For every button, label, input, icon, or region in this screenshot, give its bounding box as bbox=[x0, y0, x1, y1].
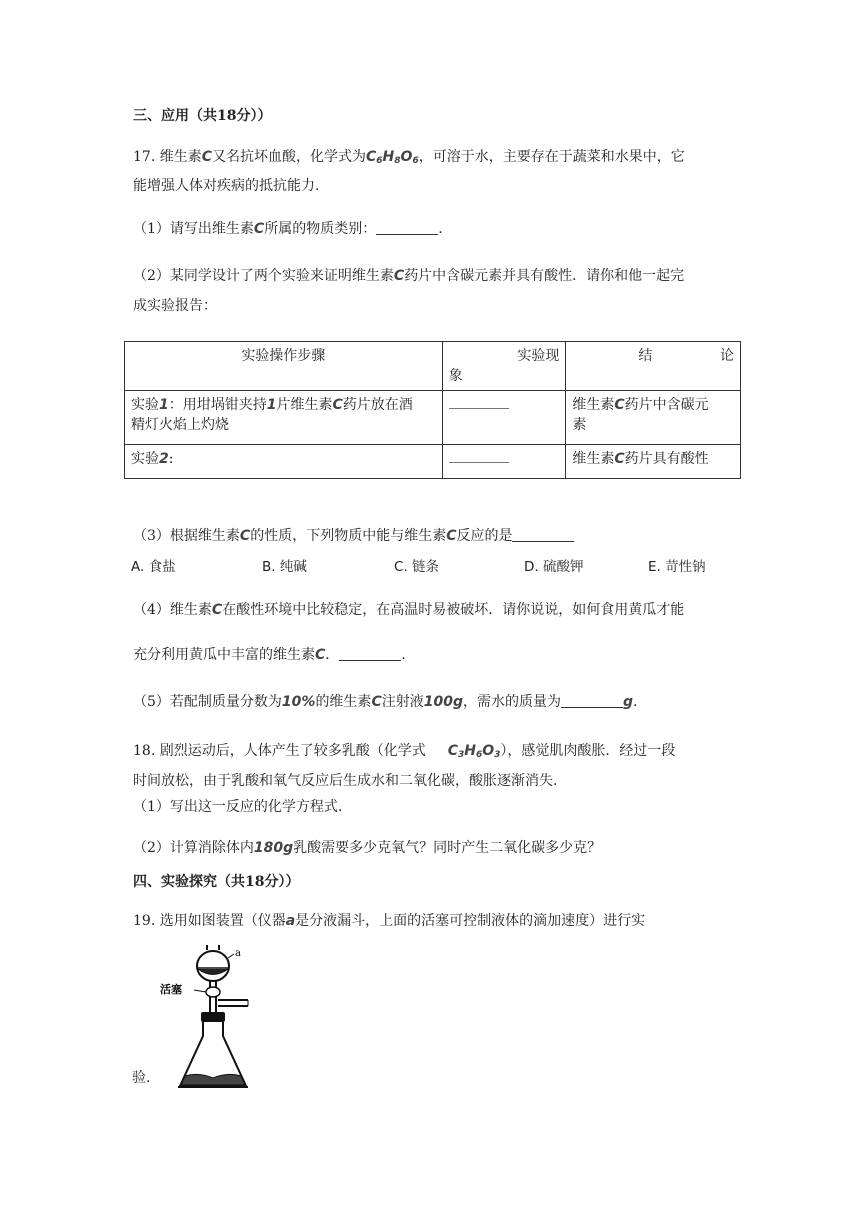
table-header-phenomenon: 实验现 象 bbox=[442, 342, 566, 391]
q17-part5: （5）若配制质量分数为10%的维生素C注射液100g，需水的质量为 g. bbox=[133, 694, 638, 710]
option-b[interactable]: B. 纯碱 bbox=[262, 559, 307, 575]
table-header-steps: 实验操作步骤 bbox=[125, 342, 443, 391]
option-e[interactable]: E. 苛性钠 bbox=[648, 559, 706, 575]
answer-blank[interactable] bbox=[339, 646, 401, 661]
answer-blank bbox=[449, 454, 509, 463]
answer-blank[interactable] bbox=[561, 693, 623, 708]
q17-part1: （1）请写出维生素C所属的物质类别： . bbox=[133, 221, 443, 237]
q18-line2: 时间放松，由于乳酸和氧气反应后生成水和二氧化碳，酸胀逐渐消失. bbox=[133, 773, 558, 789]
option-a[interactable]: A. 食盐 bbox=[131, 559, 176, 575]
formula-lactic-acid: $C_3H_6O_3$ bbox=[447, 743, 501, 760]
answer-blank[interactable] bbox=[376, 220, 438, 235]
table-header-conclusion: 结 论 bbox=[566, 342, 741, 391]
section-title-application: 三、应用（共18分）） bbox=[133, 108, 272, 124]
valve-icon bbox=[206, 987, 220, 997]
table-row1-conclusion: 维生素C药片中含碳元 素 bbox=[566, 391, 741, 445]
table-row2-conclusion: 维生素C药片具有酸性 bbox=[566, 445, 741, 479]
table-row1-step: 实验1：用坩埚钳夹持1片维生素C药片放在酒 精灯火焰上灼烧 bbox=[125, 391, 443, 445]
q17-line1: 17. 维生素C又名抗坏血酸，化学式为$C_6H_8O_6$，可溶于水，主要存在于蔬菜和水果中，它 bbox=[133, 149, 685, 166]
q18-line1: 18. 剧烈运动后，人体产生了较多乳酸（化学式 $C_3H_6O_3$），感觉肌肉酸胀．经过一段 bbox=[133, 743, 676, 760]
option-c[interactable]: C. 链条 bbox=[394, 559, 440, 575]
q18-part1: （1）写出这一反应的化学方程式. bbox=[133, 799, 343, 815]
q17-line2: 能增强人体对疾病的抵抗能力. bbox=[133, 178, 320, 194]
funnel-bulb bbox=[197, 951, 229, 981]
q17-part2: （2）某同学设计了两个实验来证明维生素C药片中含碳元素并具有酸性．请你和他一起完 bbox=[133, 268, 685, 284]
table-row2-step: 实验2: bbox=[125, 445, 443, 479]
answer-blank bbox=[449, 400, 509, 409]
q17-part3: （3）根据维生素C的性质，下列物质中能与维生素C反应的是 bbox=[133, 526, 574, 546]
q17-part2-line2: 成实验报告： bbox=[133, 298, 217, 314]
stopper bbox=[201, 1012, 225, 1022]
q17-part4: （4）维生素C在酸性环境中比较稳定，在高温时易被破坏．请你说说，如何食用黄瓜才能 bbox=[133, 602, 685, 618]
label-a: a bbox=[235, 948, 241, 959]
table-row2-phenomenon[interactable] bbox=[442, 445, 566, 479]
formula-vitamin-c: $C_6H_8O_6$ bbox=[366, 149, 419, 166]
label-valve: 活塞 bbox=[160, 983, 182, 996]
experiment-report-table bbox=[124, 341, 741, 479]
q17-part4-line2: 充分利用黄瓜中丰富的维生素C． . bbox=[133, 647, 406, 663]
table-row1-phenomenon[interactable] bbox=[442, 391, 566, 445]
section-title-experiment: 四、实验探究（共18分）） bbox=[133, 874, 300, 890]
q18-part2: （2）计算消除体内180g乳酸需要多少克氧气？同时产生二氧化碳多少克？ bbox=[133, 840, 602, 856]
apparatus-figure bbox=[158, 944, 258, 1089]
q19-end: 验. bbox=[132, 1070, 151, 1086]
option-d[interactable]: D. 硫酸钾 bbox=[524, 559, 584, 575]
answer-blank[interactable] bbox=[512, 527, 574, 542]
q19-line1: 19. 选用如图装置（仪器a是分液漏斗，上面的活塞可控制液体的滴加速度）进行实 bbox=[133, 913, 646, 929]
